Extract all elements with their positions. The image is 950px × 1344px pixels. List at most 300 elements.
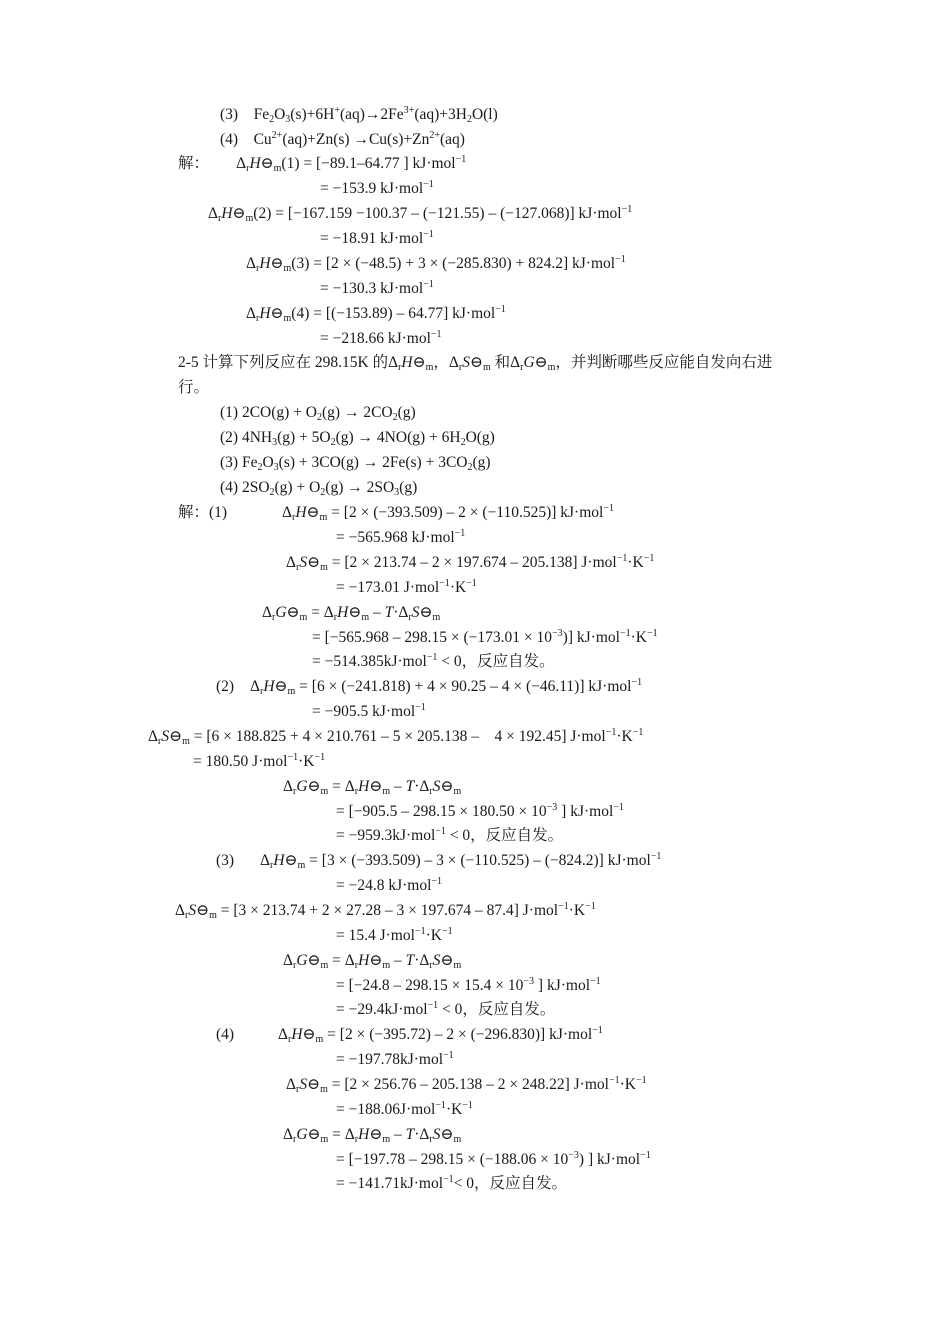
- text-run: ⊖: [307, 1076, 321, 1093]
- text-run: (2): [216, 678, 235, 695]
- text-run: T: [405, 952, 415, 969]
- problem-reaction-1: [220, 403, 416, 423]
- text-run: (3) Fe: [220, 454, 258, 471]
- solution-dH2: [208, 204, 632, 224]
- part1-dS: [286, 553, 654, 573]
- text-run: ·Δ: [414, 1126, 430, 1143]
- part4-dG-formula: [283, 1125, 461, 1145]
- text-run: S: [411, 604, 420, 621]
- problem-reaction-2: [220, 428, 495, 448]
- text-run: −1: [441, 926, 453, 937]
- text-run: ，并判断哪些反应能自发向右进: [555, 354, 773, 371]
- text-run: O(g): [465, 429, 495, 446]
- part1-dS-result: [336, 578, 477, 598]
- text-run: r: [291, 512, 296, 523]
- text-run: H: [358, 952, 370, 969]
- text-run: m: [320, 786, 329, 797]
- text-run: S: [299, 1076, 308, 1093]
- text-run: ⊖: [286, 604, 300, 621]
- part3-dH-result: [336, 876, 442, 896]
- text-run: −1: [454, 528, 466, 539]
- text-run: −1: [592, 1025, 603, 1036]
- text-run: m: [182, 736, 190, 747]
- text-run: ·K: [630, 629, 647, 646]
- part1-dG-result: [312, 652, 555, 672]
- text-run: G: [296, 778, 308, 795]
- text-run: Δ: [286, 554, 296, 571]
- solution-dH3: [246, 254, 626, 274]
- text-run: ⊖: [307, 778, 321, 795]
- text-run: −1: [431, 876, 443, 887]
- solution-part-4-label: [216, 1025, 234, 1045]
- text-run: S: [432, 1126, 441, 1143]
- text-run: )] kJ·mol: [562, 629, 620, 646]
- text-run: T: [405, 1126, 415, 1143]
- text-run: ·K: [449, 579, 467, 596]
- text-run: (aq): [440, 131, 465, 148]
- text-run: −1: [414, 926, 426, 937]
- text-run: ⊖: [469, 354, 483, 371]
- text-run: (1) 2CO(g) + O: [220, 404, 317, 421]
- solution-dH1: [178, 154, 466, 174]
- text-run: r: [295, 1084, 300, 1095]
- text-run: r: [458, 362, 463, 373]
- text-run: ⊖: [169, 728, 183, 745]
- text-run: ⊖: [440, 778, 454, 795]
- text-run: r: [157, 736, 162, 747]
- part1-dG-calc: [312, 628, 658, 648]
- text-run: T: [405, 778, 415, 795]
- text-run: = −514.385kJ·mol: [312, 653, 427, 670]
- part1-dG-formula: [262, 603, 440, 623]
- text-run: = 180.50 J·mol: [193, 753, 288, 770]
- text-run: 2: [392, 412, 398, 423]
- text-run: (2) 4NH: [220, 429, 273, 446]
- text-run: H: [221, 205, 233, 222]
- text-run: m: [315, 1034, 324, 1045]
- text-run: +: [334, 105, 340, 116]
- text-run: −1: [613, 802, 624, 813]
- part4-dH-result: [336, 1050, 454, 1070]
- text-run: –: [390, 1126, 406, 1143]
- text-run: m: [283, 263, 292, 274]
- text-run: r: [354, 786, 359, 797]
- part3-dG-calc: [336, 976, 601, 996]
- text-run: = −141.71kJ·mol: [336, 1175, 444, 1192]
- text-run: −1: [605, 727, 617, 738]
- text-run: −1: [423, 229, 434, 240]
- text-run: 2-5 计算下列反应在 298.15K 的Δ: [178, 354, 399, 371]
- text-run: (g) → 2CO: [322, 404, 393, 421]
- part3-dS: [175, 901, 596, 921]
- text-run: m: [547, 362, 556, 373]
- text-run: O(l): [471, 106, 498, 123]
- text-run: 3+: [403, 105, 415, 116]
- text-run: −1: [643, 553, 655, 564]
- text-run: H: [358, 778, 370, 795]
- text-run: (s) + 3CO(g) → 2Fe(s) + 3CO: [278, 454, 468, 471]
- text-run: r: [255, 263, 260, 274]
- text-run: H: [249, 155, 261, 172]
- text-run: = [2 × (−395.72) – 2 × (−296.830)] kJ·mol: [323, 1026, 593, 1043]
- text-run: –: [390, 952, 406, 969]
- text-run: 行。: [178, 379, 210, 396]
- text-run: r: [255, 313, 260, 324]
- text-run: 2: [269, 114, 275, 125]
- text-run: −1: [423, 279, 434, 290]
- text-run: 3: [273, 462, 279, 473]
- text-run: ⊖: [306, 504, 320, 521]
- text-run: r: [217, 213, 222, 224]
- text-run: = −24.8 kJ·mol: [336, 877, 432, 894]
- text-run: = −959.3kJ·mol: [336, 827, 436, 844]
- text-run: −1: [462, 1100, 473, 1111]
- text-run: Δ: [208, 205, 218, 222]
- text-run: (1) = [−89.1–64.77 ] kJ·mol: [281, 155, 456, 172]
- reaction-4-equation: [220, 130, 465, 150]
- text-run: Δ: [283, 952, 293, 969]
- text-run: Δ: [175, 902, 185, 919]
- text-run: −1: [415, 702, 426, 713]
- text-run: H: [358, 1126, 370, 1143]
- problem-2-5-statement: [178, 353, 772, 373]
- text-run: m: [287, 686, 296, 697]
- text-run: −3: [568, 1150, 579, 1161]
- text-run: ⊖: [348, 604, 362, 621]
- text-run: = [2 × 256.76 – 205.138 – 2 × 248.22] J·mol: [327, 1076, 609, 1093]
- text-run: Δ: [250, 678, 260, 695]
- text-run: ⊖: [270, 255, 284, 272]
- text-run: −1: [615, 254, 626, 265]
- text-run: = Δ: [328, 1126, 355, 1143]
- text-run: −1: [426, 652, 438, 663]
- text-run: 3: [285, 114, 291, 125]
- text-run: ⊖: [232, 205, 246, 222]
- text-run: ⊖: [369, 952, 383, 969]
- text-run: m: [209, 910, 217, 921]
- text-run: 2+: [271, 130, 283, 141]
- text-run: (4) 2SO: [220, 479, 270, 496]
- text-run: ) ] kJ·mol: [578, 1151, 641, 1168]
- part2-dS-result: [193, 752, 325, 772]
- part2-dG-formula: [283, 777, 461, 797]
- part4-dG-result: [336, 1174, 567, 1194]
- text-run: m: [320, 960, 329, 971]
- text-run: (s)+6H: [290, 106, 335, 123]
- text-run: ·K: [619, 1076, 636, 1093]
- text-run: −1: [443, 1050, 454, 1061]
- text-run: = −218.66 kJ·mol: [320, 330, 431, 347]
- text-run: r: [259, 686, 264, 697]
- solution-dH2-result: [320, 229, 434, 249]
- text-run: −1: [608, 1075, 620, 1086]
- text-run: (g) + 5O: [277, 429, 331, 446]
- text-run: m: [453, 1134, 462, 1145]
- text-run: < 0，反应自发。: [438, 1001, 556, 1018]
- solution-dH1-result: [320, 179, 434, 199]
- text-run: r: [269, 860, 274, 871]
- text-run: (g): [399, 479, 418, 496]
- text-run: −1: [616, 553, 628, 564]
- text-run: m: [320, 1134, 329, 1145]
- part3-dG-result: [336, 1000, 555, 1020]
- text-run: m: [245, 213, 254, 224]
- text-run: = −905.5 kJ·mol: [312, 703, 416, 720]
- text-run: ⊖: [440, 1126, 454, 1143]
- text-run: m: [382, 960, 391, 971]
- text-run: 2: [330, 437, 336, 448]
- text-run: m: [425, 362, 434, 373]
- text-run: ⊖: [534, 354, 548, 371]
- text-run: −1: [619, 628, 631, 639]
- text-run: H: [337, 604, 349, 621]
- text-run: Δ: [278, 1026, 288, 1043]
- text-run: m: [320, 1084, 328, 1095]
- text-run: = [2 × (−393.509) – 2 × (−110.525)] kJ·mol: [327, 504, 604, 521]
- text-run: r: [271, 612, 276, 623]
- text-run: −1: [455, 154, 467, 165]
- text-run: ⊖: [302, 1026, 316, 1043]
- text-run: (g) + O: [274, 479, 321, 496]
- text-run: (3): [216, 852, 235, 869]
- text-run: H: [273, 852, 285, 869]
- text-run: r: [429, 960, 433, 971]
- text-run: = [3 × 213.74 + 2 × 27.28 – 3 × 197.674 – 87.4] J·mol: [216, 902, 559, 919]
- part2-dG-result: [336, 826, 563, 846]
- text-run: −1: [603, 503, 614, 514]
- text-run: m: [283, 313, 292, 324]
- text-run: S: [432, 778, 441, 795]
- text-run: −1: [558, 901, 569, 912]
- text-run: r: [292, 786, 297, 797]
- text-run: r: [292, 960, 297, 971]
- text-run: < 0，反应自发。: [437, 653, 555, 670]
- part1-dH-result: [336, 528, 465, 548]
- text-run: = [−24.8 – 298.15 × 15.4 × 10: [336, 977, 524, 994]
- text-run: −1: [632, 727, 644, 738]
- text-run: ·Δ: [414, 952, 430, 969]
- text-run: H: [263, 678, 275, 695]
- text-run: (g) → 2SO: [325, 479, 395, 496]
- part4-dS-result: [336, 1100, 473, 1120]
- text-run: –: [369, 604, 385, 621]
- text-run: −1: [427, 1000, 439, 1011]
- text-run: −1: [435, 1100, 446, 1111]
- text-run: ·K: [298, 753, 315, 770]
- text-run: Δ: [283, 1126, 293, 1143]
- text-run: −1: [466, 578, 477, 589]
- text-run: S: [299, 554, 308, 571]
- text-run: (aq)+Zn(s) →Cu(s)+Zn: [282, 131, 430, 148]
- text-run: = [−905.5 – 298.15 × 180.50 × 10: [336, 803, 547, 820]
- text-run: −1: [430, 329, 442, 340]
- solution-part-1-label: [178, 503, 227, 523]
- text-run: G: [296, 952, 308, 969]
- text-run: −1: [646, 628, 658, 639]
- text-run: ⊖: [440, 952, 454, 969]
- text-run: −1: [635, 1075, 647, 1086]
- text-run: 2: [317, 412, 322, 423]
- text-run: r: [520, 362, 524, 373]
- text-run: −1: [443, 1174, 454, 1185]
- part4-dG-calc: [336, 1150, 651, 1170]
- text-run: (2) = [−167.159 −100.37 – (−121.55) – (−127.068)] kJ·mol: [253, 205, 622, 222]
- text-run: m: [453, 786, 462, 797]
- text-run: O: [262, 454, 274, 471]
- text-run: −1: [590, 976, 601, 987]
- text-run: m: [361, 612, 370, 623]
- text-run: T: [384, 604, 394, 621]
- text-run: m: [382, 1134, 391, 1145]
- text-run: = Δ: [328, 952, 355, 969]
- solution-part-2-label: [216, 677, 234, 697]
- text-run: 和Δ: [490, 354, 521, 371]
- text-run: ] kJ·mol: [557, 803, 614, 820]
- text-run: 2: [460, 437, 466, 448]
- text-run: ⊖: [284, 852, 298, 869]
- part2-dS: [148, 727, 643, 747]
- text-run: = [−197.78 – 298.15 × (−188.06 × 10: [336, 1151, 569, 1168]
- text-run: = −197.78kJ·mol: [336, 1051, 444, 1068]
- text-run: m: [297, 860, 306, 871]
- text-run: m: [453, 960, 462, 971]
- text-run: H: [259, 255, 271, 272]
- text-run: −3: [546, 802, 558, 813]
- text-run: ·Δ: [414, 778, 430, 795]
- text-run: m: [382, 786, 391, 797]
- text-run: –: [390, 778, 406, 795]
- text-run: 2: [467, 462, 473, 473]
- text-run: ⊖: [412, 354, 426, 371]
- text-run: ·K: [568, 902, 586, 919]
- text-run: r: [429, 1134, 433, 1145]
- text-run: S: [161, 728, 170, 745]
- text-run: (4) = [(−153.89) – 64.77] kJ·mol: [291, 305, 496, 322]
- text-run: 2: [269, 487, 275, 498]
- text-run: −1: [435, 826, 446, 837]
- text-run: G: [523, 354, 535, 371]
- text-run: = −173.01 J·mol: [336, 579, 440, 596]
- part2-dG-calc: [336, 802, 624, 822]
- text-run: −1: [287, 752, 299, 763]
- text-run: = 15.4 J·mol: [336, 927, 415, 944]
- text-run: r: [429, 786, 433, 797]
- text-run: ⊖: [270, 305, 284, 322]
- text-run: m: [320, 562, 328, 573]
- text-run: r: [333, 612, 338, 623]
- text-run: r: [295, 562, 300, 573]
- text-run: 2+: [429, 130, 440, 141]
- text-run: 解： Δ: [178, 155, 247, 172]
- text-run: −1: [621, 204, 633, 215]
- text-run: −1: [495, 304, 506, 315]
- text-run: m: [482, 362, 491, 373]
- text-run: = Δ: [307, 604, 334, 621]
- solution-dH3-result: [320, 279, 434, 299]
- text-run: (g): [397, 404, 416, 421]
- part3-dS-result: [336, 926, 453, 946]
- reaction-3-equation: [220, 105, 498, 125]
- text-run: r: [408, 612, 412, 623]
- text-run: = −18.91 kJ·mol: [320, 230, 424, 247]
- text-run: ·K: [616, 728, 633, 745]
- text-run: ⊖: [274, 678, 288, 695]
- text-run: ·K: [445, 1101, 463, 1118]
- part2-dH: [250, 677, 642, 697]
- text-run: −1: [650, 851, 662, 862]
- text-run: Δ: [262, 604, 272, 621]
- solution-dH4: [246, 304, 506, 324]
- text-run: −1: [439, 578, 450, 589]
- text-run: m: [432, 612, 441, 623]
- text-run: ⊖: [307, 952, 321, 969]
- text-run: (g): [472, 454, 491, 471]
- text-run: ⊖: [369, 1126, 383, 1143]
- text-run: H: [291, 1026, 303, 1043]
- text-run: −1: [423, 179, 434, 190]
- text-run: (g) → 4NO(g) + 6H: [335, 429, 461, 446]
- text-run: r: [287, 1034, 292, 1045]
- problem-2-5-statement-cont: [178, 378, 209, 398]
- text-run: r: [354, 960, 359, 971]
- text-run: ·K: [627, 554, 644, 571]
- text-run: = −565.968 kJ·mol: [336, 529, 455, 546]
- text-run: H: [295, 504, 307, 521]
- text-run: = Δ: [328, 778, 355, 795]
- text-run: G: [275, 604, 287, 621]
- text-run: = −153.9 kJ·mol: [320, 180, 424, 197]
- text-run: (3) Fe: [220, 106, 270, 123]
- text-run: < 0，反应自发。: [453, 1175, 568, 1192]
- problem-reaction-4: [220, 478, 417, 498]
- solution-dH4-result: [320, 329, 442, 349]
- text-run: 2: [320, 487, 326, 498]
- text-run: (4): [216, 1026, 235, 1043]
- text-run: ·Δ: [393, 604, 409, 621]
- text-run: ，Δ: [433, 354, 459, 371]
- text-run: H: [401, 354, 413, 371]
- text-run: r: [292, 1134, 297, 1145]
- text-run: −3: [552, 628, 563, 639]
- part1-dH: [282, 503, 614, 523]
- text-run: (aq)+3H: [414, 106, 467, 123]
- text-run: ] kJ·mol: [534, 977, 590, 994]
- text-run: = −188.06J·mol: [336, 1101, 436, 1118]
- text-run: −1: [640, 1150, 651, 1161]
- text-run: = [3 × (−393.509) – 3 × (−110.525) – (−824.2)] kJ·mol: [305, 852, 651, 869]
- text-run: S: [188, 902, 197, 919]
- text-run: (aq)→2Fe: [339, 106, 404, 123]
- text-run: r: [184, 910, 189, 921]
- text-run: −1: [585, 901, 596, 912]
- text-run: < 0，反应自发。: [445, 827, 564, 844]
- text-run: = [6 × (−241.818) + 4 × 90.25 – 4 × (−46.11)] kJ·mol: [295, 678, 632, 695]
- text-run: = [6 × 188.825 + 4 × 210.761 – 5 × 205.138 – 4 × 192.45] J·mol: [189, 728, 606, 745]
- text-run: = [2 × 213.74 – 2 × 197.674 – 205.138] J·mol: [327, 554, 617, 571]
- text-run: ⊖: [196, 902, 210, 919]
- part4-dS: [286, 1075, 647, 1095]
- text-run: 解：(1): [178, 504, 228, 521]
- text-run: ⊖: [369, 778, 383, 795]
- text-run: Δ: [246, 305, 256, 322]
- text-run: ⊖: [260, 155, 274, 172]
- text-run: m: [319, 512, 328, 523]
- text-run: (3) = [2 × (−48.5) + 3 × (−285.830) + 824.2] kJ·mol: [291, 255, 616, 272]
- text-run: G: [296, 1126, 308, 1143]
- text-run: r: [246, 163, 250, 174]
- text-run: Δ: [283, 778, 293, 795]
- text-run: r: [398, 362, 402, 373]
